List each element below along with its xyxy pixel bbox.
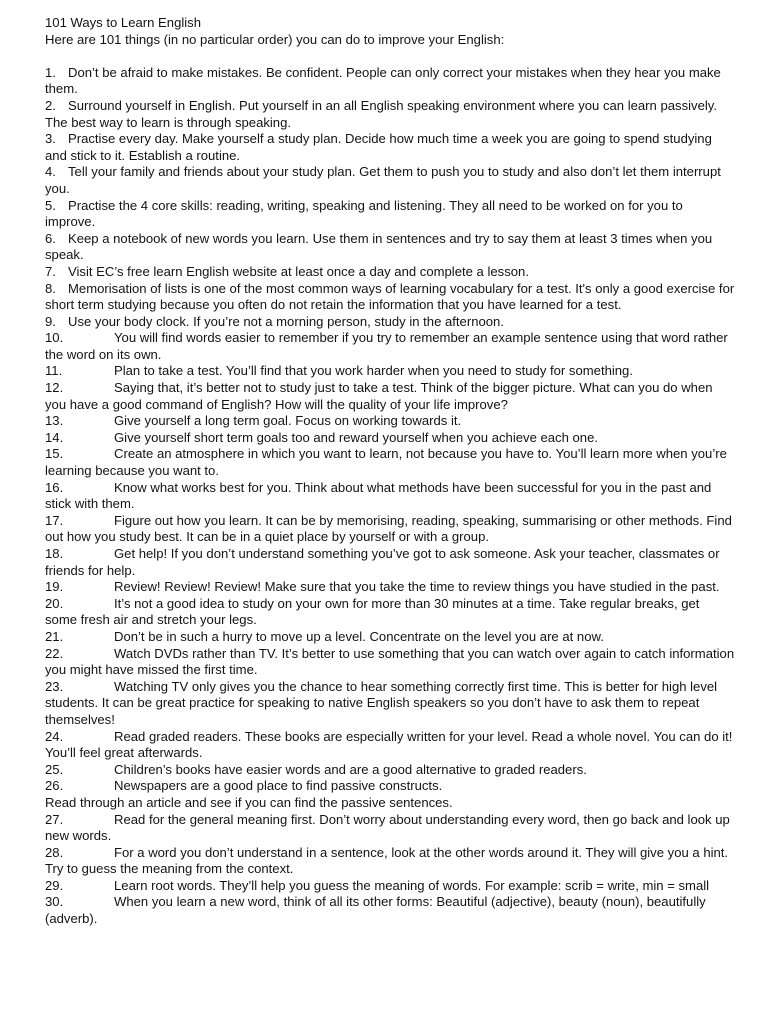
- item-number: 16.: [45, 479, 64, 495]
- list-item: [45, 579, 735, 596]
- item-number: 8.: [45, 280, 56, 296]
- item-text: Read through an article and see if you can find the passive sentences.: [45, 794, 453, 810]
- list-item: [45, 894, 735, 927]
- item-text: Get help! If you don’t understand something you’ve got to ask someone. Ask your teacher, classmates or friends for help.: [45, 546, 720, 578]
- document-title: 101 Ways to Learn English: [45, 15, 201, 30]
- item-number: 3.: [45, 131, 56, 147]
- list-item: [45, 281, 735, 314]
- item-number: 15.: [45, 446, 64, 462]
- item-text: It’s not a good idea to study on your own for more than 30 minutes at a time. Take regular breaks, get some fresh air and stretch your legs.: [45, 595, 700, 628]
- item-text: Keep a notebook of new words you learn. Use them in sentences and try to say them at least 3 times when you speak.: [45, 230, 713, 263]
- list-item: [45, 65, 735, 98]
- blank-line: [45, 48, 735, 65]
- item-text: Children’s books have easier words and are a good alternative to graded readers.: [114, 761, 587, 777]
- list-item: [45, 131, 735, 164]
- item-number: 10.: [45, 330, 64, 346]
- list-item: [45, 198, 735, 231]
- list-item: [45, 762, 735, 779]
- item-text: Use your body clock. If you’re not a morning person, study in the afternoon.: [68, 313, 504, 329]
- list-item: [45, 430, 735, 447]
- item-number: 29.: [45, 877, 64, 893]
- list-item: [45, 629, 735, 646]
- item-number: 30.: [45, 894, 64, 910]
- item-number: 24.: [45, 728, 64, 744]
- list-item: [45, 98, 735, 131]
- item-text: Give yourself short term goals too and reward yourself when you achieve each one.: [114, 429, 599, 445]
- item-text: Practise every day. Make yourself a study plan. Decide how much time a week you are going to spend studying and stick to it. Establish a routine.: [45, 131, 712, 163]
- item-number: 21.: [45, 628, 64, 644]
- item-number: 28.: [45, 844, 64, 860]
- item-text: Newspapers are a good place to find passive constructs.: [114, 778, 443, 794]
- item-text: Plan to take a test. You’ll find that you work harder when you need to study for something.: [114, 363, 633, 379]
- list-item: [45, 231, 735, 264]
- list-item: [45, 314, 735, 331]
- list-item: [45, 380, 735, 413]
- list-item: [45, 778, 735, 795]
- list-item: [45, 729, 735, 762]
- item-number: 12.: [45, 380, 64, 396]
- list-item: [45, 446, 735, 479]
- item-text: Tell your family and friends about your study plan. Get them to push you to study and also don’t let them interrupt you.: [45, 164, 721, 196]
- list-item: [45, 845, 735, 878]
- item-number: 13.: [45, 413, 64, 429]
- list-item: [45, 413, 735, 430]
- list-item: [45, 596, 735, 629]
- item-text: Don’t be afraid to make mistakes. Be confident. People can only correct your mistakes when they hear you make them.: [45, 64, 721, 97]
- list-item: [45, 164, 735, 197]
- list-item: [45, 264, 735, 281]
- item-number: 20.: [45, 595, 64, 611]
- item-text: Don’t be in such a hurry to move up a level. Concentrate on the level you are at now.: [114, 628, 604, 644]
- item-number: 2.: [45, 97, 56, 113]
- item-text: Learn root words. They’ll help you guess the meaning of words. For example: scrib = write, min = small: [114, 877, 710, 893]
- item-text: When you learn a new word, think of all its other forms: Beautiful (adjective), beauty (noun), beautifully (adverb).: [45, 894, 706, 927]
- item-number: 11.: [45, 363, 63, 379]
- item-text: Figure out how you learn. It can be by memorising, reading, speaking, summarising or other methods. Find out how you study best. It can be in a quiet place by yourself or with a group.: [45, 512, 732, 545]
- item-text: Watching TV only gives you the chance to hear something correctly first time. This is better for high level students. It can be great practice for speaking to native English speakers so you don’t have to ask them to repeat themselves!: [45, 678, 718, 727]
- list-item: [45, 330, 735, 363]
- item-number: 5.: [45, 197, 56, 213]
- item-text: Surround yourself in English. Put yourself in an all English speaking environment where you can learn passively. The best way to learn is through speaking.: [45, 97, 717, 130]
- item-text: Read for the general meaning first. Don’t worry about understanding every word, then go back and look up new words.: [45, 811, 730, 844]
- tips-list: [45, 65, 735, 928]
- list-item: [45, 795, 735, 812]
- item-text: Watch DVDs rather than TV. It’s better to use something that you can watch over again to catch information you might have missed the first time.: [45, 645, 735, 678]
- list-item: [45, 480, 735, 513]
- item-number: 9.: [45, 313, 56, 329]
- item-text: Know what works best for you. Think about what methods have been successful for you in the past and stick with them.: [45, 479, 712, 512]
- item-number: 27.: [45, 811, 64, 827]
- list-item: [45, 513, 735, 546]
- item-number: 6.: [45, 230, 56, 246]
- item-text: Practise the 4 core skills: reading, writing, speaking and listening. They all need to be worked on for you to improve.: [45, 197, 683, 230]
- item-number: 18.: [45, 546, 64, 561]
- item-text: Memorisation of lists is one of the most common ways of learning vocabulary for a test. It's only a good exercise for short term studying because you often do not retain the information that you have learned for a test.: [45, 280, 735, 313]
- item-text: Give yourself a long term goal. Focus on working towards it.: [114, 413, 462, 429]
- document-page: [45, 15, 735, 928]
- list-item: [45, 679, 735, 729]
- item-text: Create an atmosphere in which you want to learn, not because you have to. You’ll learn more when you’re learning because you want to.: [45, 446, 727, 479]
- item-number: 26.: [45, 778, 64, 794]
- item-text: Saying that, it’s better not to study just to take a test. Think of the bigger picture. What can you do when you have a good command of English? How will the quality of your life improve?: [45, 380, 713, 412]
- list-item: [45, 646, 735, 679]
- item-text: For a word you don’t understand in a sentence, look at the other words around it. They will give you a hint. Try to guess the meaning from the context.: [45, 844, 729, 877]
- item-number: 14.: [45, 429, 64, 445]
- list-item: [45, 878, 735, 895]
- item-text: You will find words easier to remember if you try to remember an example sentence using that word rather the word on its own.: [45, 330, 728, 362]
- item-number: 17.: [45, 512, 64, 528]
- item-text: Review! Review! Review! Make sure that you take the time to review things you have studied in the past.: [114, 579, 720, 595]
- list-item: [45, 546, 735, 579]
- item-text: Read graded readers. These books are especially written for your level. Read a whole novel. You can do it! You’ll feel great afterwards.: [45, 728, 733, 761]
- item-number: 7.: [45, 263, 56, 279]
- document-intro: Here are 101 things (in no particular order) you can do to improve your English:: [45, 31, 505, 47]
- item-text: Visit EC’s free learn English website at least once a day and complete a lesson.: [68, 263, 529, 279]
- item-number: 25.: [45, 761, 64, 777]
- item-number: 22.: [45, 645, 64, 661]
- list-item: [45, 363, 735, 380]
- item-number: 1.: [45, 64, 56, 80]
- item-number: 4.: [45, 164, 56, 180]
- item-number: 19.: [45, 579, 64, 595]
- list-item: [45, 812, 735, 845]
- item-number: 23.: [45, 678, 64, 694]
